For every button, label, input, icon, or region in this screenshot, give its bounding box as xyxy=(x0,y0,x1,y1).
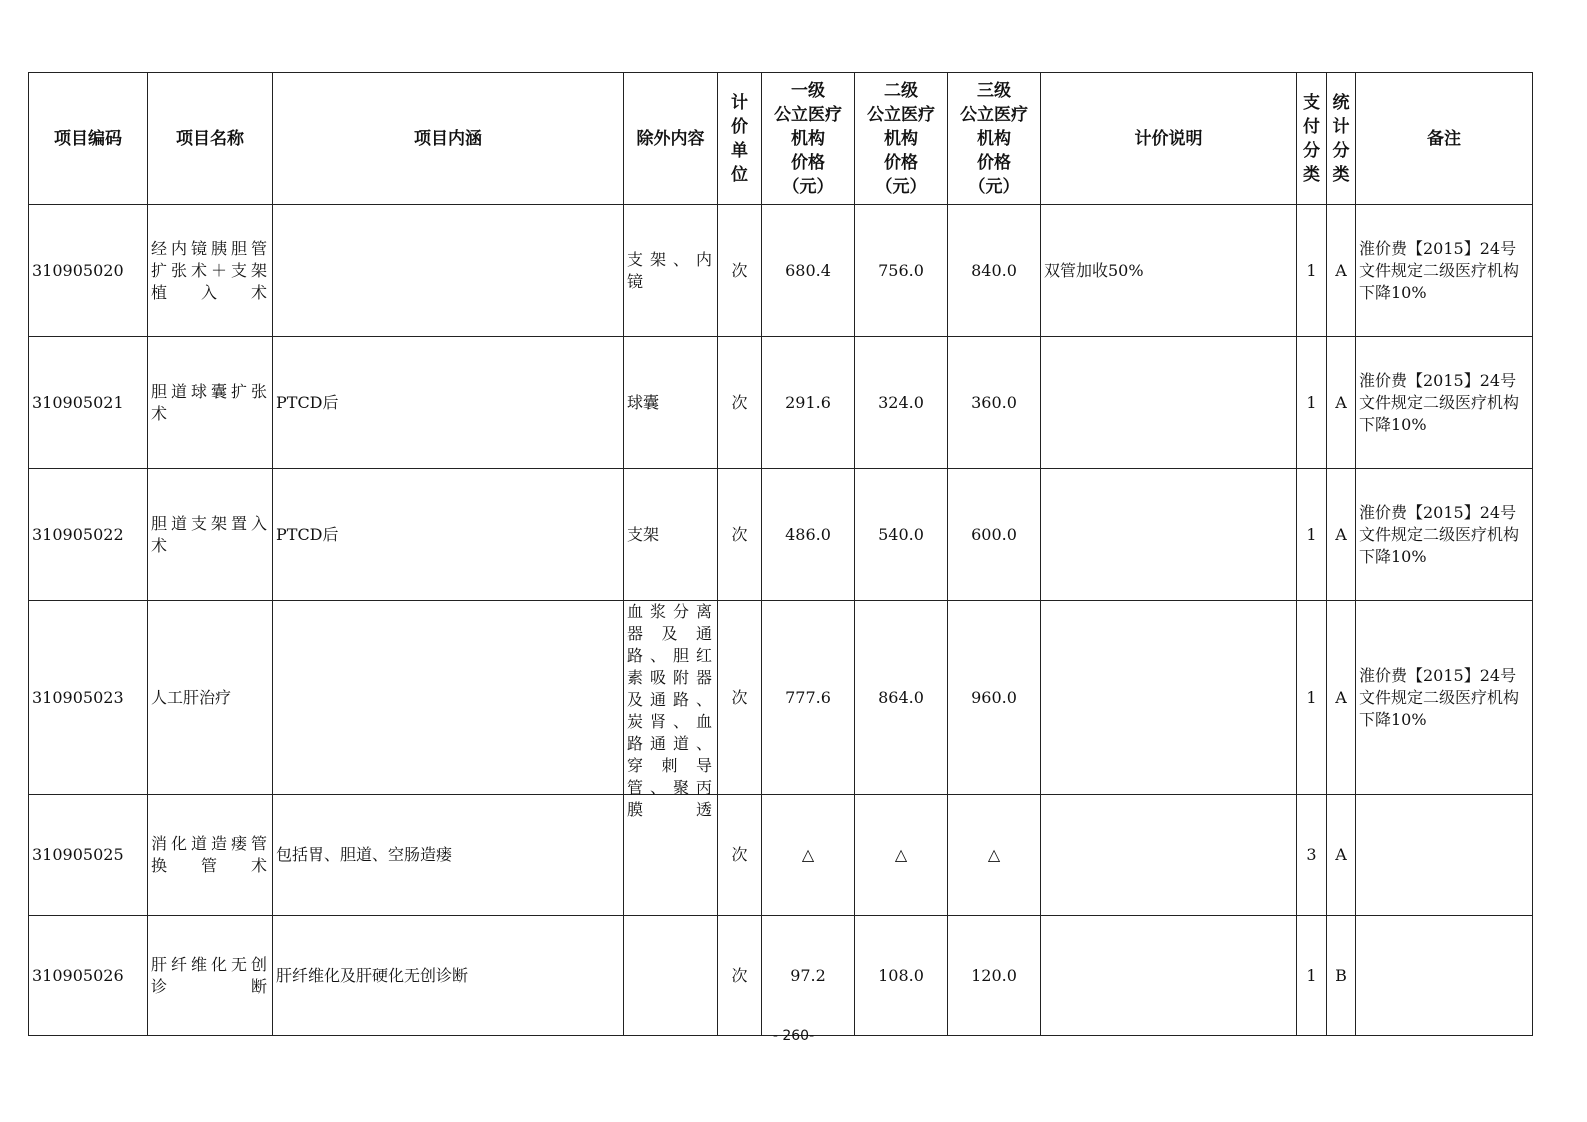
item-name: 胆道球囊扩张术 xyxy=(148,337,273,469)
item-unit: 次 xyxy=(718,337,762,469)
header-code: 项目编码 xyxy=(29,73,148,205)
item-remarks: 淮价费【2015】24号文件规定二级医疗机构下降10% xyxy=(1356,337,1533,469)
header-content: 项目内涵 xyxy=(273,73,624,205)
item-name: 胆道支架置入术 xyxy=(148,469,273,601)
item-name: 经内镜胰胆管扩张术＋支架植入术 xyxy=(148,205,273,337)
item-stat-class: A xyxy=(1327,205,1356,337)
item-price-level3: 360.0 xyxy=(948,337,1041,469)
header-stat-class: 统计分类 xyxy=(1327,73,1356,205)
item-price-level3: 840.0 xyxy=(948,205,1041,337)
item-stat-class: A xyxy=(1327,469,1356,601)
item-price-level2: 324.0 xyxy=(855,337,948,469)
table-row xyxy=(29,469,1533,601)
item-excluded xyxy=(624,916,718,1036)
header-price-level2: 二级 公立医疗 机构 价格 （元） xyxy=(855,73,948,205)
item-content: 肝纤维化及肝硬化无创诊断 xyxy=(273,916,624,1036)
item-price-level2: 540.0 xyxy=(855,469,948,601)
item-unit: 次 xyxy=(718,795,762,916)
item-price-level1: 97.2 xyxy=(762,916,855,1036)
item-price-level3: 960.0 xyxy=(948,601,1041,795)
item-code: 310905020 xyxy=(29,205,148,337)
header-pricing-note: 计价说明 xyxy=(1041,73,1297,205)
item-remarks xyxy=(1356,795,1533,916)
item-price-level3: 600.0 xyxy=(948,469,1041,601)
item-pricing-note xyxy=(1041,795,1297,916)
header-row xyxy=(29,73,1533,205)
item-excluded: 支架、内镜 xyxy=(624,205,718,337)
item-name: 人工肝治疗 xyxy=(148,601,273,795)
item-payment-class: 1 xyxy=(1297,337,1327,469)
item-unit: 次 xyxy=(718,469,762,601)
item-code: 310905022 xyxy=(29,469,148,601)
item-code: 310905026 xyxy=(29,916,148,1036)
item-pricing-note xyxy=(1041,469,1297,601)
item-price-level3: 120.0 xyxy=(948,916,1041,1036)
item-price-level1: 486.0 xyxy=(762,469,855,601)
item-remarks: 淮价费【2015】24号文件规定二级医疗机构下降10% xyxy=(1356,469,1533,601)
item-pricing-note xyxy=(1041,337,1297,469)
item-code: 310905023 xyxy=(29,601,148,795)
item-stat-class: A xyxy=(1327,337,1356,469)
item-remarks xyxy=(1356,916,1533,1036)
item-excluded: 球囊 xyxy=(624,337,718,469)
item-remarks: 淮价费【2015】24号文件规定二级医疗机构下降10% xyxy=(1356,601,1533,795)
item-code: 310905021 xyxy=(29,337,148,469)
item-excluded: 支架 xyxy=(624,469,718,601)
item-remarks: 淮价费【2015】24号文件规定二级医疗机构下降10% xyxy=(1356,205,1533,337)
header-price-level1: 一级 公立医疗 机构 价格 （元） xyxy=(762,73,855,205)
item-content: 包括胃、胆道、空肠造瘘 xyxy=(273,795,624,916)
item-price-level3: △ xyxy=(948,795,1041,916)
item-content xyxy=(273,601,624,795)
item-pricing-note: 双管加收50% xyxy=(1041,205,1297,337)
price-table xyxy=(28,72,1533,1036)
header-price-level3: 三级 公立医疗 机构 价格 （元） xyxy=(948,73,1041,205)
item-price-level2: △ xyxy=(855,795,948,916)
item-content: PTCD后 xyxy=(273,337,624,469)
item-price-level1: 291.6 xyxy=(762,337,855,469)
item-payment-class: 1 xyxy=(1297,916,1327,1036)
table-row xyxy=(29,337,1533,469)
header-excluded: 除外内容 xyxy=(624,73,718,205)
item-stat-class: A xyxy=(1327,601,1356,795)
header-remarks: 备注 xyxy=(1356,73,1533,205)
table-row xyxy=(29,916,1533,1036)
item-payment-class: 1 xyxy=(1297,601,1327,795)
item-unit: 次 xyxy=(718,205,762,337)
item-price-level1: 777.6 xyxy=(762,601,855,795)
item-stat-class: B xyxy=(1327,916,1356,1036)
item-name: 消化道造瘘管换管术 xyxy=(148,795,273,916)
item-unit: 次 xyxy=(718,601,762,795)
item-payment-class: 1 xyxy=(1297,205,1327,337)
item-price-level1: △ xyxy=(762,795,855,916)
item-pricing-note xyxy=(1041,601,1297,795)
item-price-level1: 680.4 xyxy=(762,205,855,337)
item-content xyxy=(273,205,624,337)
header-unit: 计价单位 xyxy=(718,73,762,205)
header-payment-class: 支付分类 xyxy=(1297,73,1327,205)
item-payment-class: 1 xyxy=(1297,469,1327,601)
item-code: 310905025 xyxy=(29,795,148,916)
page-number: - 260- xyxy=(772,1028,815,1044)
table-row xyxy=(29,205,1533,337)
item-pricing-note xyxy=(1041,916,1297,1036)
item-stat-class: A xyxy=(1327,795,1356,916)
item-price-level2: 756.0 xyxy=(855,205,948,337)
item-payment-class: 3 xyxy=(1297,795,1327,916)
item-content: PTCD后 xyxy=(273,469,624,601)
item-price-level2: 864.0 xyxy=(855,601,948,795)
item-unit: 次 xyxy=(718,916,762,1036)
item-excluded: 血浆分离器及通路、胆红素吸附器及通路、炭肾、血路通道、穿刺导管、聚丙膜透 xyxy=(624,601,718,795)
table-row xyxy=(29,795,1533,916)
table-row xyxy=(29,601,1533,795)
item-name: 肝纤维化无创诊断 xyxy=(148,916,273,1036)
header-name: 项目名称 xyxy=(148,73,273,205)
item-price-level2: 108.0 xyxy=(855,916,948,1036)
